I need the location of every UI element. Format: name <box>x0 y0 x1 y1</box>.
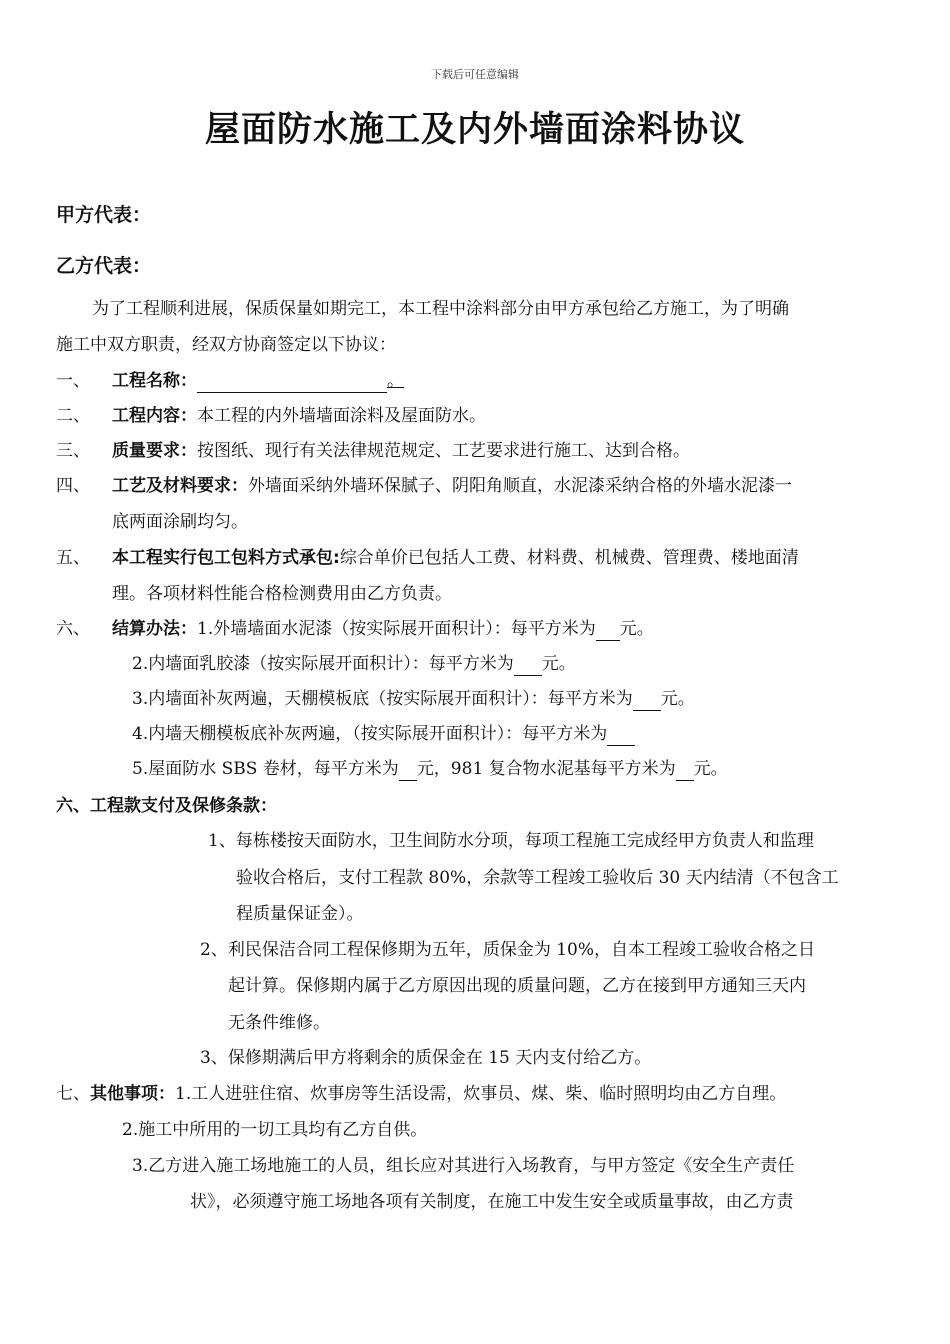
item-tail: 。 <box>387 371 404 391</box>
item-text-continued: 底两面涂刷均匀。 <box>112 512 248 532</box>
item-materials <box>112 474 792 498</box>
settlement-unit: 元。 <box>693 759 728 779</box>
settlement-text: 5.屋面防水 SBS 卷材，每平方米为 <box>132 759 399 779</box>
item-project-name <box>112 369 404 393</box>
header-note: 下载后可任意编辑 <box>431 68 519 81</box>
payment-p1-line-2: 验收合格后，支付工程款 80%，余款等工程竣工验收后 30 天内结清（不包含工 <box>236 868 839 888</box>
settlement-unit: 元。 <box>660 689 695 709</box>
blank-field <box>197 375 387 393</box>
item-label: 本工程实行包工包料方式承包: <box>112 548 340 568</box>
payment-p2-line-2: 起计算。保修期内属于乙方原因出现的质量问题，乙方在接到甲方通知三天内 <box>228 976 806 996</box>
others-line-2: 2.施工中所用的一切工具均有乙方自供。 <box>122 1120 428 1140</box>
item-text: 综合单价已包括人工费、材料费、机械费、管理费、楼地面清 <box>339 548 799 568</box>
item-text: 外墙面采纳外墙环保腻子、阴阳角顺直，水泥漆采纳合格的外墙水泥漆一 <box>248 476 792 496</box>
blank-field <box>607 728 635 746</box>
item-tail: 元。 <box>619 619 654 639</box>
blank-field <box>399 763 417 781</box>
payment-p1-line-1: 1、每栋楼按天面防水，卫生间防水分项，每项工程施工完成经甲方负责人和监理 <box>208 831 814 851</box>
blank-field <box>633 693 661 711</box>
item-label: 工程内容： <box>112 406 197 426</box>
item-text: 按图纸、现行有关法律规范规定、工艺要求进行施工、达到合格。 <box>197 441 690 461</box>
item-label: 工程名称： <box>112 371 197 391</box>
item-number: 四、 <box>56 476 90 496</box>
item-label: 结算办法： <box>112 619 197 639</box>
section-label: 其他事项： <box>90 1084 175 1104</box>
settlement-text: 元，981 复合物水泥基每平方米为 <box>416 759 676 779</box>
payment-p2-line-3: 无条件维修。 <box>228 1013 330 1033</box>
item-text: 本工程的内外墙墙面涂料及屋面防水。 <box>197 406 486 426</box>
party-b-label: 乙方代表： <box>56 255 152 277</box>
item-quality <box>112 439 690 463</box>
settlement-text: 4.内墙天棚模板底补灰两遍，（按实际展开面积计）：每平方米为 <box>132 724 608 744</box>
settlement-line-5 <box>132 757 728 781</box>
document-title: 屋面防水施工及内外墙面涂料协议 <box>204 110 745 150</box>
payment-p3: 3、保修期满后甲方将剩余的质保金在 15 天内支付给乙方。 <box>200 1048 652 1068</box>
intro-line-2: 施工中双方职责，经双方协商签定以下协议： <box>56 335 396 355</box>
item-contract-mode <box>112 546 799 570</box>
section-number: 七、 <box>56 1084 90 1104</box>
settlement-text: 2.内墙面乳胶漆（按实际展开面积计）：每平方米为 <box>132 654 514 674</box>
others-line-4: 状》，必须遵守施工场地各项有关制度，在施工中发生安全或质量事故，由乙方责 <box>190 1192 794 1212</box>
intro-line-1: 为了工程顺利进展，保质保量如期完工，本工程中涂料部分由甲方承包给乙方施工，为了明确 <box>92 299 789 319</box>
item-number: 一、 <box>56 371 90 391</box>
settlement-line-3 <box>132 687 695 711</box>
item-project-content <box>112 404 486 428</box>
payment-p2-line-1: 2、利民保洁合同工程保修期为五年，质保金为 10%，自本工程竣工验收合格之日 <box>200 940 816 960</box>
settlement-line-4 <box>132 722 635 746</box>
settlement-text: 3.内墙面补灰两遍，天棚模板底（按实际展开面积计）：每平方米为 <box>132 689 633 709</box>
party-a-label: 甲方代表： <box>56 204 152 226</box>
payment-heading: 六、工程款支付及保修条款： <box>56 796 277 816</box>
blank-field <box>676 763 694 781</box>
payment-p1-line-3: 程质量保证金）。 <box>236 904 364 924</box>
item-label: 质量要求： <box>112 441 197 461</box>
item-number: 三、 <box>56 441 90 461</box>
blank-field <box>514 658 542 676</box>
others-line-3: 3.乙方进入施工场地施工的人员，组长应对其进行入场教育，与甲方签定《安全生产责任 <box>132 1156 795 1176</box>
settlement-unit: 元。 <box>541 654 576 674</box>
item-text: 1.外墙墙面水泥漆（按实际展开面积计）：每平方米为 <box>197 619 596 639</box>
settlement-line-2 <box>132 652 576 676</box>
item-text-continued: 理。各项材料性能合格检测费用由乙方负责。 <box>112 584 452 604</box>
others-text: 1.工人进驻住宿、炊事房等生活设需，炊事员、煤、柴、临时照明均由乙方自理。 <box>175 1084 787 1104</box>
item-number: 五、 <box>56 548 90 568</box>
blank-field <box>596 623 620 641</box>
item-label: 工艺及材料要求： <box>112 476 248 496</box>
item-settlement <box>112 617 654 641</box>
item-number: 六、 <box>56 619 90 639</box>
item-number: 二、 <box>56 406 90 426</box>
others-line-1 <box>56 1082 786 1106</box>
